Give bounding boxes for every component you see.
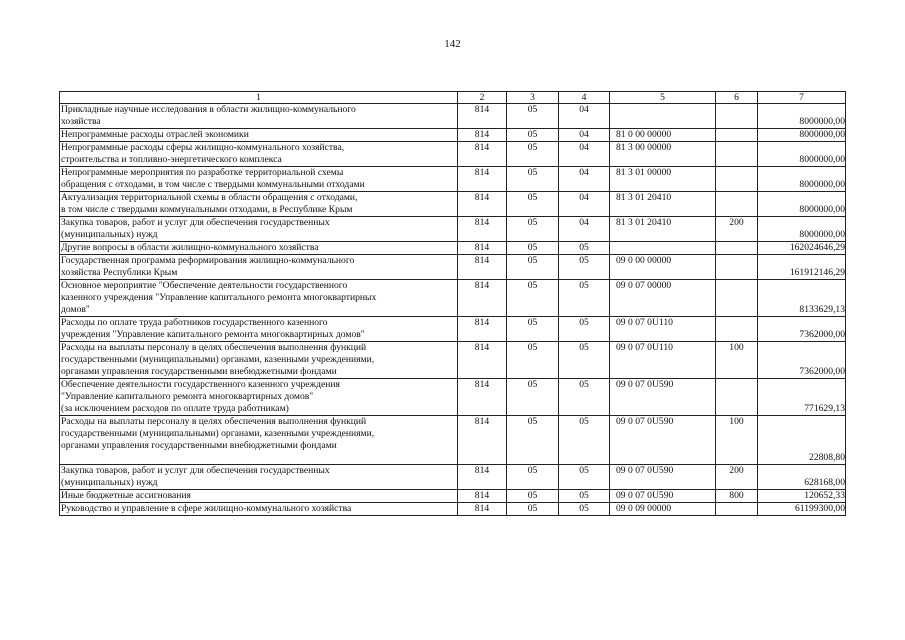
row-name-line: домов" xyxy=(61,304,90,315)
row-subsection: 05 xyxy=(559,465,610,490)
row-target-item: 09 0 07 0U590 xyxy=(610,490,716,503)
header-row xyxy=(60,92,846,104)
row-expense-type xyxy=(716,104,758,129)
row-expense-type xyxy=(716,242,758,255)
row-name-line: (за исключением расходов по оплате труда работникам) xyxy=(61,403,289,414)
row-amount: 8000000,00 xyxy=(758,167,846,192)
row-name xyxy=(60,465,458,490)
row-name-line: хозяйства Республики Крым xyxy=(61,267,178,278)
row-name-line: Непрограммные мероприятия по разработке территориальной схемы xyxy=(61,167,344,178)
col-header-amount: 7 xyxy=(758,92,846,104)
row-name-line: Другие вопросы в области жилищно-коммунального хозяйства xyxy=(61,242,319,253)
row-grbs: 814 xyxy=(458,255,507,280)
row-expense-type xyxy=(716,142,758,167)
row-expense-type xyxy=(716,255,758,280)
row-section: 05 xyxy=(507,129,559,142)
row-section: 05 xyxy=(507,465,559,490)
row-name-line: Расходы на выплаты персоналу в целях обеспечения выполнения функций xyxy=(61,416,367,427)
row-subsection: 05 xyxy=(559,255,610,280)
col-header-target-item: 5 xyxy=(610,92,716,104)
row-grbs: 814 xyxy=(458,192,507,217)
table-row xyxy=(60,379,846,416)
row-subsection: 04 xyxy=(559,129,610,142)
row-name-line: органами управления государственными внебюджетными фондами xyxy=(61,366,337,377)
row-expense-type xyxy=(716,280,758,317)
row-amount: 22808,80 xyxy=(758,416,846,465)
table-row xyxy=(60,255,846,280)
row-target-item: 09 0 07 00000 xyxy=(610,280,716,317)
row-subsection: 05 xyxy=(559,379,610,416)
table-row xyxy=(60,280,846,317)
row-name xyxy=(60,255,458,280)
row-amount: 7362000,00 xyxy=(758,342,846,379)
row-name xyxy=(60,379,458,416)
table-row xyxy=(60,192,846,217)
table-row xyxy=(60,490,846,503)
row-section: 05 xyxy=(507,242,559,255)
row-name-line: государственными (муниципальными) органами, казенными учреждениями, xyxy=(61,428,375,439)
row-expense-type: 200 xyxy=(716,217,758,242)
row-name-line: казенного учреждения "Управление капитального ремонта многоквартирных xyxy=(61,292,377,303)
row-grbs: 814 xyxy=(458,503,507,516)
row-name xyxy=(60,416,458,465)
row-subsection: 04 xyxy=(559,142,610,167)
row-grbs: 814 xyxy=(458,280,507,317)
row-name-line: Непрограммные расходы отраслей экономики xyxy=(61,129,249,140)
row-amount: 162024646,29 xyxy=(758,242,846,255)
row-subsection: 04 xyxy=(559,167,610,192)
row-section: 05 xyxy=(507,142,559,167)
row-name-line: Непрограммные расходы сферы жилищно-коммунального хозяйства, xyxy=(61,142,345,153)
row-subsection: 04 xyxy=(559,192,610,217)
table-row xyxy=(60,317,846,342)
row-name xyxy=(60,129,458,142)
table-row xyxy=(60,129,846,142)
row-name-line: "Управление капитального ремонта многоквартирных домов" xyxy=(61,391,314,402)
row-section: 05 xyxy=(507,217,559,242)
row-grbs: 814 xyxy=(458,167,507,192)
col-header-subsection: 4 xyxy=(559,92,610,104)
row-target-item: 09 0 07 0U110 xyxy=(610,342,716,379)
row-section: 05 xyxy=(507,416,559,465)
row-grbs: 814 xyxy=(458,129,507,142)
row-expense-type xyxy=(716,503,758,516)
row-name-line: Расходы на выплаты персоналу в целях обеспечения выполнения функций xyxy=(61,342,367,353)
row-name-line: Закупка товаров, работ и услуг для обеспечения государственных xyxy=(61,465,330,476)
row-amount: 8000000,00 xyxy=(758,104,846,129)
table-row xyxy=(60,104,846,129)
row-section: 05 xyxy=(507,379,559,416)
row-amount: 7362000,00 xyxy=(758,317,846,342)
row-name xyxy=(60,503,458,516)
table-row xyxy=(60,416,846,465)
row-section: 05 xyxy=(507,280,559,317)
row-expense-type xyxy=(716,379,758,416)
row-amount: 8000000,00 xyxy=(758,217,846,242)
row-name-line: Обеспечение деятельности государственного казенного учреждения xyxy=(61,379,340,390)
row-section: 05 xyxy=(507,192,559,217)
row-grbs: 814 xyxy=(458,342,507,379)
row-section: 05 xyxy=(507,104,559,129)
row-amount: 8000000,00 xyxy=(758,192,846,217)
row-grbs: 814 xyxy=(458,416,507,465)
row-section: 05 xyxy=(507,167,559,192)
row-name-line: обращения с отходами, в том числе с твердыми коммунальными отходами xyxy=(61,179,365,190)
row-expense-type: 100 xyxy=(716,416,758,465)
row-name-line: хозяйства xyxy=(61,116,101,127)
row-target-item: 81 3 01 00000 xyxy=(610,167,716,192)
row-name-line: в том числе с твердыми коммунальными отходами, в Республике Крым xyxy=(61,204,353,215)
row-subsection: 04 xyxy=(559,104,610,129)
row-section: 05 xyxy=(507,342,559,379)
row-target-item: 81 3 01 20410 xyxy=(610,217,716,242)
row-target-item: 09 0 00 00000 xyxy=(610,255,716,280)
row-section: 05 xyxy=(507,317,559,342)
row-section: 05 xyxy=(507,490,559,503)
row-amount: 8000000,00 xyxy=(758,142,846,167)
table-row xyxy=(60,465,846,490)
row-name-line: (муниципальных) нужд xyxy=(61,229,158,240)
row-subsection: 05 xyxy=(559,503,610,516)
row-name xyxy=(60,280,458,317)
row-name xyxy=(60,104,458,129)
row-target-item: 81 3 00 00000 xyxy=(610,142,716,167)
row-grbs: 814 xyxy=(458,465,507,490)
row-name xyxy=(60,192,458,217)
row-grbs: 814 xyxy=(458,104,507,129)
row-name-line: Прикладные научные исследования в области жилищно-коммунального xyxy=(61,104,356,115)
page-number: 142 xyxy=(444,38,461,50)
row-name xyxy=(60,142,458,167)
row-name xyxy=(60,317,458,342)
row-name-line: Расходы по оплате труда работников государственного казенного xyxy=(61,317,328,328)
row-target-item xyxy=(610,242,716,255)
row-grbs: 814 xyxy=(458,379,507,416)
row-target-item: 09 0 07 0U110 xyxy=(610,317,716,342)
col-header-name: 1 xyxy=(60,92,458,104)
row-expense-type xyxy=(716,167,758,192)
row-expense-type xyxy=(716,129,758,142)
row-name xyxy=(60,242,458,255)
row-grbs: 814 xyxy=(458,217,507,242)
row-subsection: 05 xyxy=(559,416,610,465)
row-amount: 771629,13 xyxy=(758,379,846,416)
budget-table xyxy=(59,91,846,516)
row-amount: 8000000,00 xyxy=(758,129,846,142)
row-subsection: 05 xyxy=(559,342,610,379)
row-subsection: 04 xyxy=(559,217,610,242)
row-expense-type: 200 xyxy=(716,465,758,490)
row-name xyxy=(60,217,458,242)
row-amount: 8133629,13 xyxy=(758,280,846,317)
row-subsection: 05 xyxy=(559,490,610,503)
row-grbs: 814 xyxy=(458,490,507,503)
row-name-line xyxy=(61,452,456,464)
table-row xyxy=(60,242,846,255)
row-name-line: органами управления государственными внебюджетными фондами xyxy=(61,440,337,451)
row-target-item xyxy=(610,104,716,129)
row-name-line: Закупка товаров, работ и услуг для обеспечения государственных xyxy=(61,217,330,228)
row-target-item: 09 0 07 0U590 xyxy=(610,379,716,416)
row-name-line: Основное мероприятие "Обеспечение деятельности государственного xyxy=(61,280,348,291)
table-row xyxy=(60,167,846,192)
row-name-line: Иные бюджетные ассигнования xyxy=(61,490,191,501)
row-name xyxy=(60,490,458,503)
row-expense-type: 100 xyxy=(716,342,758,379)
row-subsection: 05 xyxy=(559,280,610,317)
row-name-line: Актуализация территориальной схемы в области обращения с отходами, xyxy=(61,192,358,203)
row-grbs: 814 xyxy=(458,317,507,342)
row-name-line: учреждения "Управление капитального ремонта многоквартирных домов" xyxy=(61,329,365,340)
row-name xyxy=(60,167,458,192)
row-expense-type: 800 xyxy=(716,490,758,503)
row-target-item: 81 3 01 20410 xyxy=(610,192,716,217)
row-target-item: 81 0 00 00000 xyxy=(610,129,716,142)
row-name xyxy=(60,342,458,379)
table-row xyxy=(60,217,846,242)
col-header-grbs: 2 xyxy=(458,92,507,104)
row-name-line: (муниципальных) нужд xyxy=(61,477,158,488)
row-grbs: 814 xyxy=(458,142,507,167)
table-body xyxy=(60,104,846,516)
col-header-section: 3 xyxy=(507,92,559,104)
row-amount: 120652,33 xyxy=(758,490,846,503)
row-expense-type xyxy=(716,192,758,217)
row-name-line: Государственная программа реформирования жилищно-коммунального xyxy=(61,255,355,266)
table-row xyxy=(60,342,846,379)
row-expense-type xyxy=(716,317,758,342)
row-section: 05 xyxy=(507,503,559,516)
row-grbs: 814 xyxy=(458,242,507,255)
col-header-expense-type: 6 xyxy=(716,92,758,104)
row-subsection: 05 xyxy=(559,317,610,342)
row-subsection: 05 xyxy=(559,242,610,255)
row-name-line: государственными (муниципальными) органами, казенными учреждениями, xyxy=(61,354,375,365)
row-name-line: строительства и топливно-энергетического комплекса xyxy=(61,154,282,165)
row-amount: 628168,00 xyxy=(758,465,846,490)
row-amount: 61199300,00 xyxy=(758,503,846,516)
row-target-item: 09 0 07 0U590 xyxy=(610,465,716,490)
row-name-line: Руководство и управление в сфере жилищно-коммунального хозяйства xyxy=(61,503,352,514)
table-row xyxy=(60,142,846,167)
row-target-item: 09 0 07 0U590 xyxy=(610,416,716,465)
row-section: 05 xyxy=(507,255,559,280)
row-target-item: 09 0 09 00000 xyxy=(610,503,716,516)
table-row xyxy=(60,503,846,516)
row-amount: 161912146,29 xyxy=(758,255,846,280)
